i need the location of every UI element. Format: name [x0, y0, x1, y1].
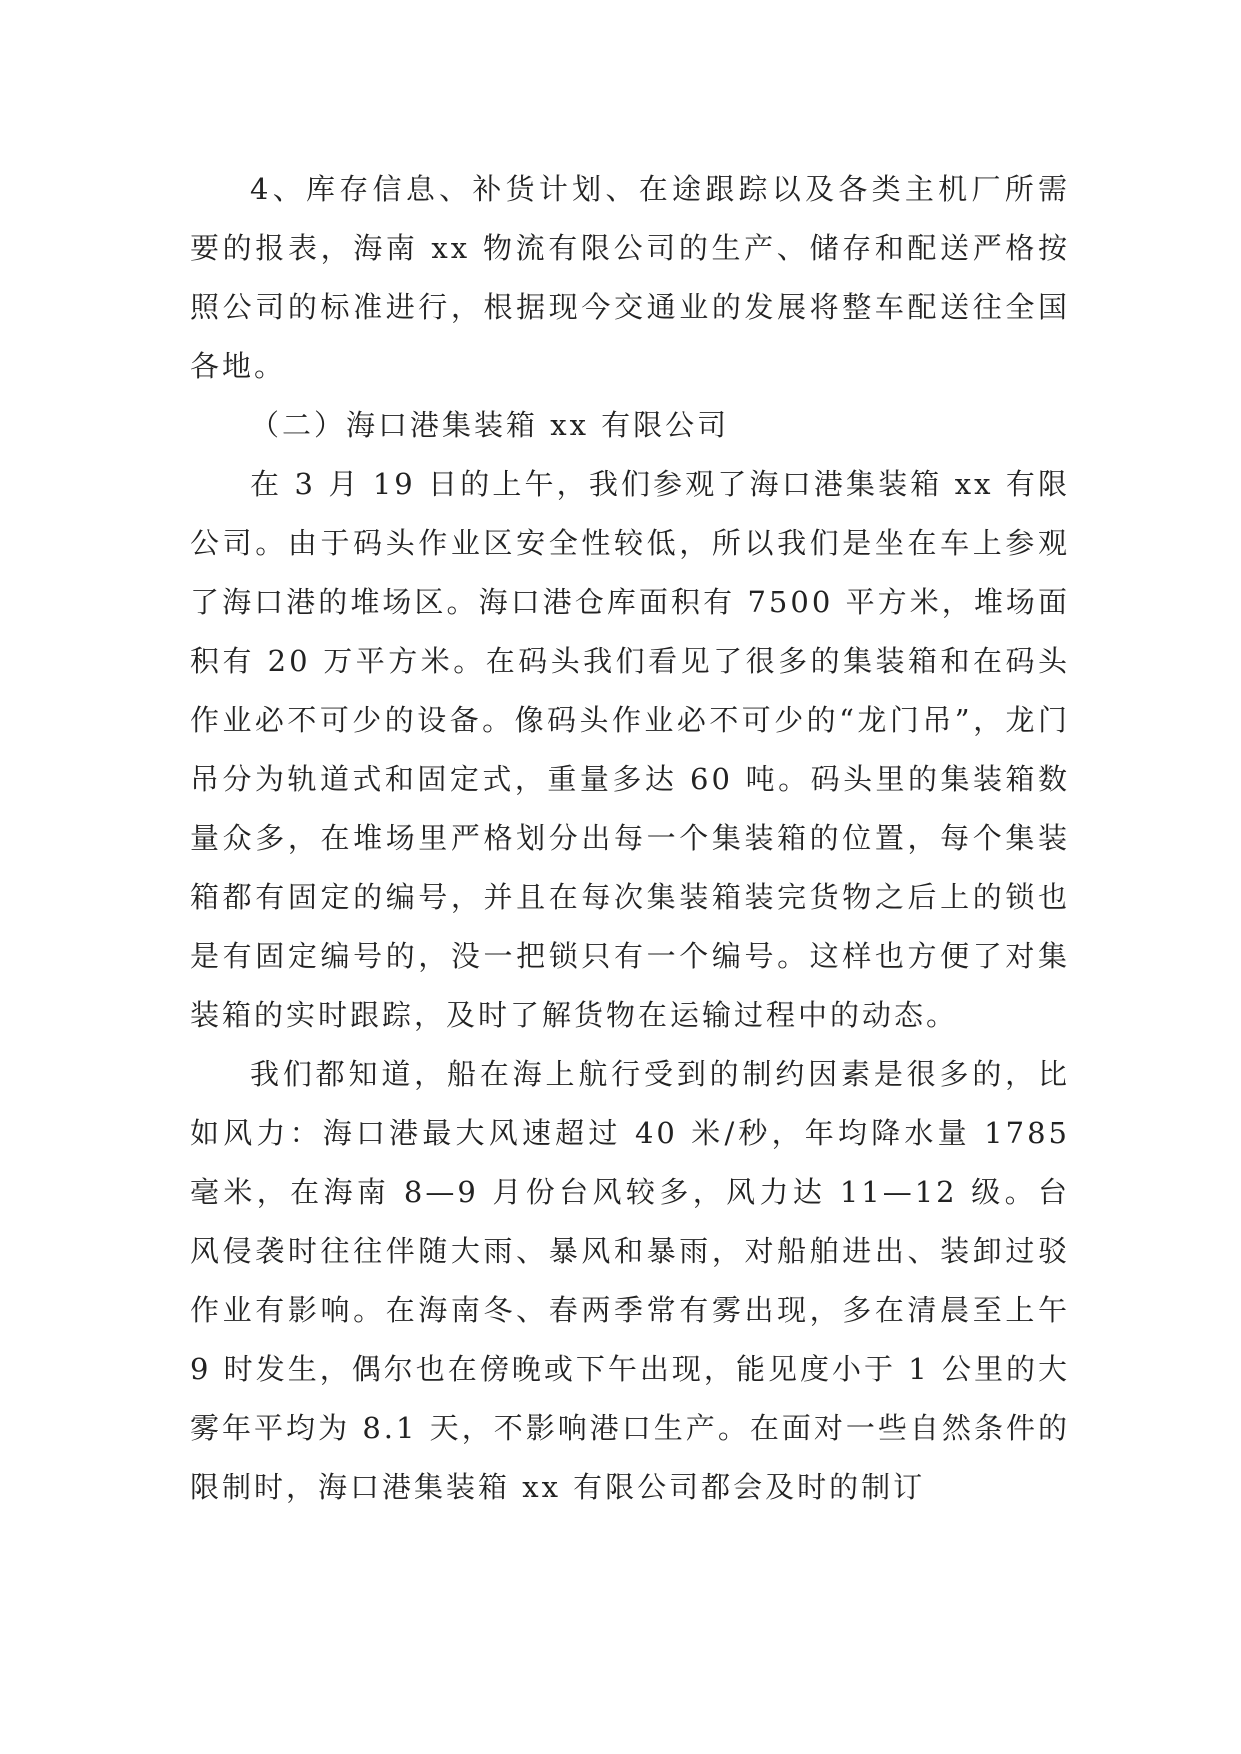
paragraph-inventory-reports: 4、库存信息、补货计划、在途跟踪以及各类主机厂所需要的报表，海南 xx 物流有限公司的生产、储存和配送严格按照公司的标准进行，根据现今交通业的发展将整车配送往全国各地。 [190, 172, 1070, 383]
paragraph-port-visit: 在 3 月 19 日的上午，我们参观了海口港集装箱 xx 有限公司。由于码头作业区安全性较低，所以我们是坐在车上参观了海口港的堆场区。海口港仓库面积有 7500 平方米，堆场面积有 20 万平方米。在码头我们看见了很多的集装箱和在码头作业必不可少的设备。像码头作业必不可少的“龙门吊”，龙门吊分为轨道式和固定式，重量多达 60 吨。码头里的集装箱数量众多，在堆场里严格划分出每一个集装箱的位置，每个集装箱都有固定的编号，并且在每次集装箱装完货物之后上的锁也是有固定编号的，没一把锁只有一个编号。这样也方便了对集装箱的实时跟踪，及时了解货物在运输过程中的动态。 [190, 467, 1070, 1032]
paragraph-weather-factors: 我们都知道，船在海上航行受到的制约因素是很多的，比如风力：海口港最大风速超过 40 米/秒，年均降水量 1785 毫米，在海南 8—9 月份台风较多，风力达 11—12 级。台风侵袭时往往伴随大雨、暴风和暴雨，对船舶进出、装卸过驳作业有影响。在海南冬、春两季常有雾出现，多在清晨至上午 9 时发生，偶尔也在傍晚或下午出现，能见度小于 1 公里的大雾年平均为 8.1 天，不影响港口生产。在面对一些自然条件的限制时，海口港集装箱 xx 有限公司都会及时的制订 [190, 1057, 1070, 1504]
document-body [190, 160, 1070, 1517]
section-heading-haikou-port: （二）海口港集装箱 xx 有限公司 [250, 408, 730, 442]
